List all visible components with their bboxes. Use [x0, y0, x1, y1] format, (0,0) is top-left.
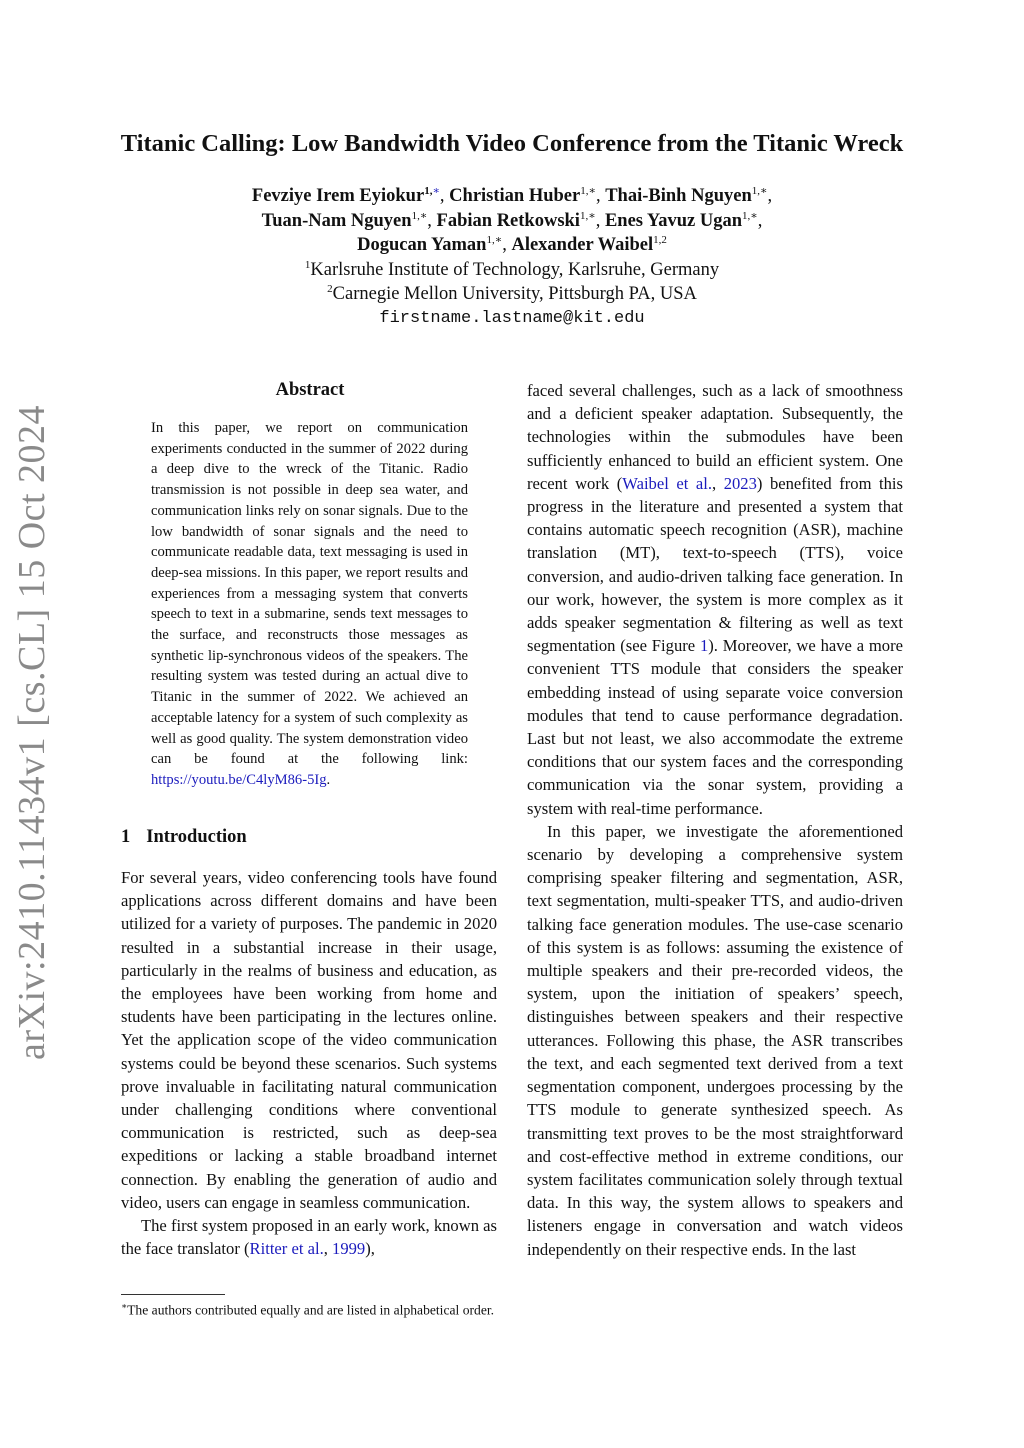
- footnote-link[interactable]: ∗: [432, 184, 440, 197]
- footnote: ∗The authors contributed equally and are listed in alphabetical order.: [121, 1301, 495, 1318]
- abstract-heading: Abstract: [275, 380, 345, 400]
- author-line-1: Fevziye Irem Eyiokur$^{1,∗}$, Christian Huber$^{1,∗}$, Thai-Binh Nguyen$^{1,∗}$,: [251, 184, 773, 206]
- intro-paragraph-2: The first system proposed in an early work, known as the face translator (Ritter et al., 1999),: [121, 1216, 497, 1259]
- author-name: Thai-Binh Nguyen: [605, 186, 752, 206]
- intro-paragraph-1: For several years, video conferencing tools have found applications across different domains and have been utilized for a variety of purposes. The pandemic in 2020 resulted in a substantial increase in their usage, particularly in the realms of business and education, as the employees have been working from home and students have been participating in the lectures online. Yet the application scope of the video communication systems could be beyond these scenarios. Such systems prove invaluable in facilitating natural communication under challenging conditions where conventional communication is restricted, such as deep-sea expeditions or lacking a stable broadband internet connection. By enabling the generation of audio and video, users can engage in seamless communication.: [121, 868, 497, 1212]
- affiliation-1: $^1$Karlsruhe Institute of Technology, Karlsruhe, Germany: [304, 258, 720, 280]
- citation-waibel[interactable]: Waibel et al.: [622, 473, 713, 493]
- demo-video-link[interactable]: https://youtu.be/C4lyM86-5Ig: [151, 771, 327, 788]
- right-paragraph-2: In this paper, we investigate the aforementioned scenario by developing a comprehensive system comprising speaker filtering and segmentation, ASR, text segmentation, multi-speaker TTS, and audio-driven talking face generation modules. The use-case scenario of this system is as follows: assuming the existence of multiple speakers and their pre-recorded videos, the system, upon the initiation of speakers’ speech, distinguishes between speakers and their respective utterances. Following this phase, the ASR transcribes the text, and each segmented text derived from a text segmentation component, undergoes processing by the TTS module to generate synthesized speech. As transmitting text proves to be the most straightforward and cost-effective method in extreme conditions, our system facilitates communication solely through textual data. In this way, the system allows to speakers and listeners engage in conversation and watch videos independently on their respective ends. In the last: [527, 821, 903, 1259]
- affiliation-2: $^2$Carnegie Mellon University, Pittsburgh PA, USA: [327, 282, 697, 304]
- author-name: Fabian Retkowski: [436, 210, 580, 231]
- author-line-2: Tuan-Nam Nguyen$^{1,∗}$, Fabian Retkowski$^{1,∗}$, Enes Yavuz Ugan$^{1,∗}$,: [261, 209, 763, 231]
- left-column: [121, 866, 497, 1260]
- figure-reference[interactable]: 1: [699, 636, 709, 656]
- citation-ritter[interactable]: Ritter et al.: [249, 1239, 324, 1259]
- author-name: Dogucan Yaman: [357, 235, 487, 255]
- section-heading: 1 Introduction: [121, 827, 247, 847]
- author-name: Tuan-Nam Nguyen: [261, 210, 412, 231]
- author-name: Christian Huber: [449, 186, 581, 206]
- author-line-3: Dogucan Yaman$^{1,∗}$, Alexander Waibel$^{1,2}$: [357, 233, 667, 255]
- citation-waibel-year[interactable]: 2023: [723, 473, 757, 493]
- arxiv-identifier: arXiv:2410.11434v1 [cs.CL] 15 Oct 2024: [11, 404, 53, 1060]
- contact-email: firstname.lastname@kit.edu: [379, 308, 645, 328]
- author-name: Fevziye Irem Eyiokur: [251, 186, 425, 206]
- paper-title: Titanic Calling: Low Bandwidth Video Conference from the Titanic Wreck: [120, 130, 904, 157]
- author-block: [0, 184, 1024, 331]
- author-name: Enes Yavuz Ugan: [604, 210, 742, 231]
- footnote-rule: [121, 1294, 225, 1295]
- right-paragraph-1: faced several challenges, such as a lack of smoothness and a deficient speaker adaptation. Subsequently, the technologies within the submodules have been sufficiently enhanced to build an efficient system. One recent work (Waibel et al., 2023) benefited from this progress in the literature and presented a system that contains automatic speech recognition (ASR), machine translation (MT), text-to-speech (TTS), voice conversion, and audio-driven talking face generation. In our work, however, the system is more complex as it adds speaker segmentation & filtering as well as text segmentation (see Figure 1). Moreover, we have a more convenient TTS module that considers the speaker embedding instead of using separate voice conversion modules that tend to cause performance degradation. Last but not least, we also accommodate the extreme conditions that our system faces and the corresponding communication via the sonar system, providing a system with real-time performance.: [527, 381, 903, 818]
- right-column: [527, 379, 903, 1261]
- abstract-body: In this paper, we report on communication experiments conducted in the summer of 2022 during a deep dive to the wreck of the Titanic. Radio transmission is not possible in deep sea water, and communication links rely on sonar signals. Due to the low bandwidth of sonar signals and the need to communicate readable data, text messaging is used in deep-sea missions. In this paper, we report results and experiences from a messaging system that converts speech to text in a submarine, sends text messages to the surface, and reconstructs those messages as synthetic lip-synchronous videos of the speakers. The resulting system was tested during an actual dive to Titanic in the summer of 2022. We achieved an acceptable latency for a system of such complexity as well as good quality. The system demonstration video can be found at the following link: https://youtu.be/C4lyM86-5Ig.: [151, 420, 468, 788]
- author-name: Alexander Waibel: [511, 235, 654, 255]
- citation-ritter-year[interactable]: 1999: [332, 1239, 366, 1259]
